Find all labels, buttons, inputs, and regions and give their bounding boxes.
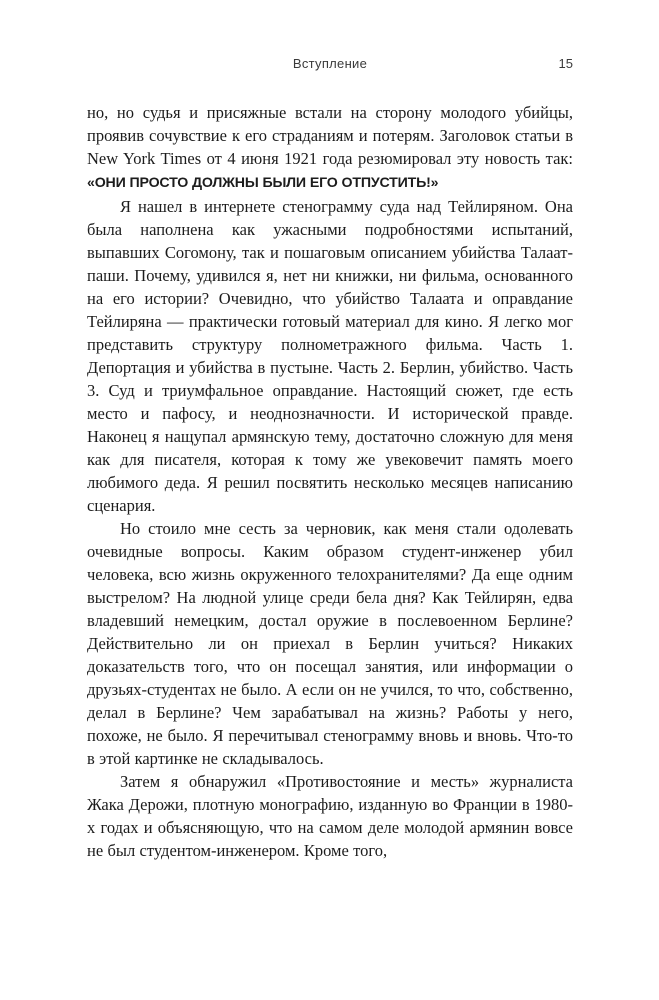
paragraph xyxy=(87,517,573,770)
paragraph xyxy=(87,770,573,862)
running-title: Вступление xyxy=(292,56,368,71)
text-segment: Но стоило мне сесть за черновик, как меня стали одолевать очевидные вопросы. Каким образом студент-инженер убил человека, всю жизнь окруженного телохранителями? Да еще одним выстрелом? На людной улице среди бела дня? Как Тейлирян, едва владевший немецким, достал оружие в послевоенном Берлине? Действительно ли он приехал в Берлин учиться? Никаких доказательств того, что он посещал занятия, или информации о друзьях-студентах не было. А если он не учился, то что, собственно, делал в Берлине? Чем зарабатывал на жизнь? Работы у него, похоже, не было. Я перечитывал стенограмму вновь и вновь. Что-то в этой картинке не складывалось. xyxy=(87,519,573,768)
paragraph xyxy=(87,195,573,517)
page-number: 15 xyxy=(558,56,573,71)
text-block xyxy=(87,101,573,862)
page-header xyxy=(87,56,573,74)
text-segment: но, но судья и присяжные встали на сторону молодого убийцы, проявив сочувствие к его страданиям и потерям. Заголовок статьи в New York Times от 4 июня 1921 года резюмировал эту новость так: xyxy=(87,103,573,168)
text-segment: Я нашел в интернете стенограмму суда над Тейлиряном. Она была наполнена как ужасными подробностями испытаний, выпавших Согомону, так и пошаговым описанием убийства Талаат-паши. Почему, удивился я, нет ни книжки, ни фильма, основанного на его истории? Очевидно, что убийство Талаата и оправдание Тейлиряна — практически готовый материал для кино. Я легко мог представить структуру полнометражного фильма. Часть 1. Депортация и убийства в пустыне. Часть 2. Берлин, убийство. Часть 3. Суд и триумфальное оправдание. Настоящий сюжет, где есть место и пафосу, и неоднозначности. И исторической правде. Наконец я нащупал армянскую тему, достаточно сложную для меня как для писателя, которая к тому же увековечит память моего любимого деда. Я решил посвятить несколько месяцев написанию сценария. xyxy=(87,197,573,515)
headline-quote-bold: «ОНИ ПРОСТО ДОЛЖНЫ БЫЛИ ЕГО ОТПУСТИТЬ!» xyxy=(87,175,439,191)
paragraph xyxy=(87,101,573,195)
text-segment: Затем я обнаружил «Противостояние и месть» журналиста Жака Дерожи, плотную монографию, изданную во Франции в 1980-х годах и объясняющую, что на самом деле молодой армянин вовсе не был студентом-инженером. Кроме того, xyxy=(87,772,573,860)
